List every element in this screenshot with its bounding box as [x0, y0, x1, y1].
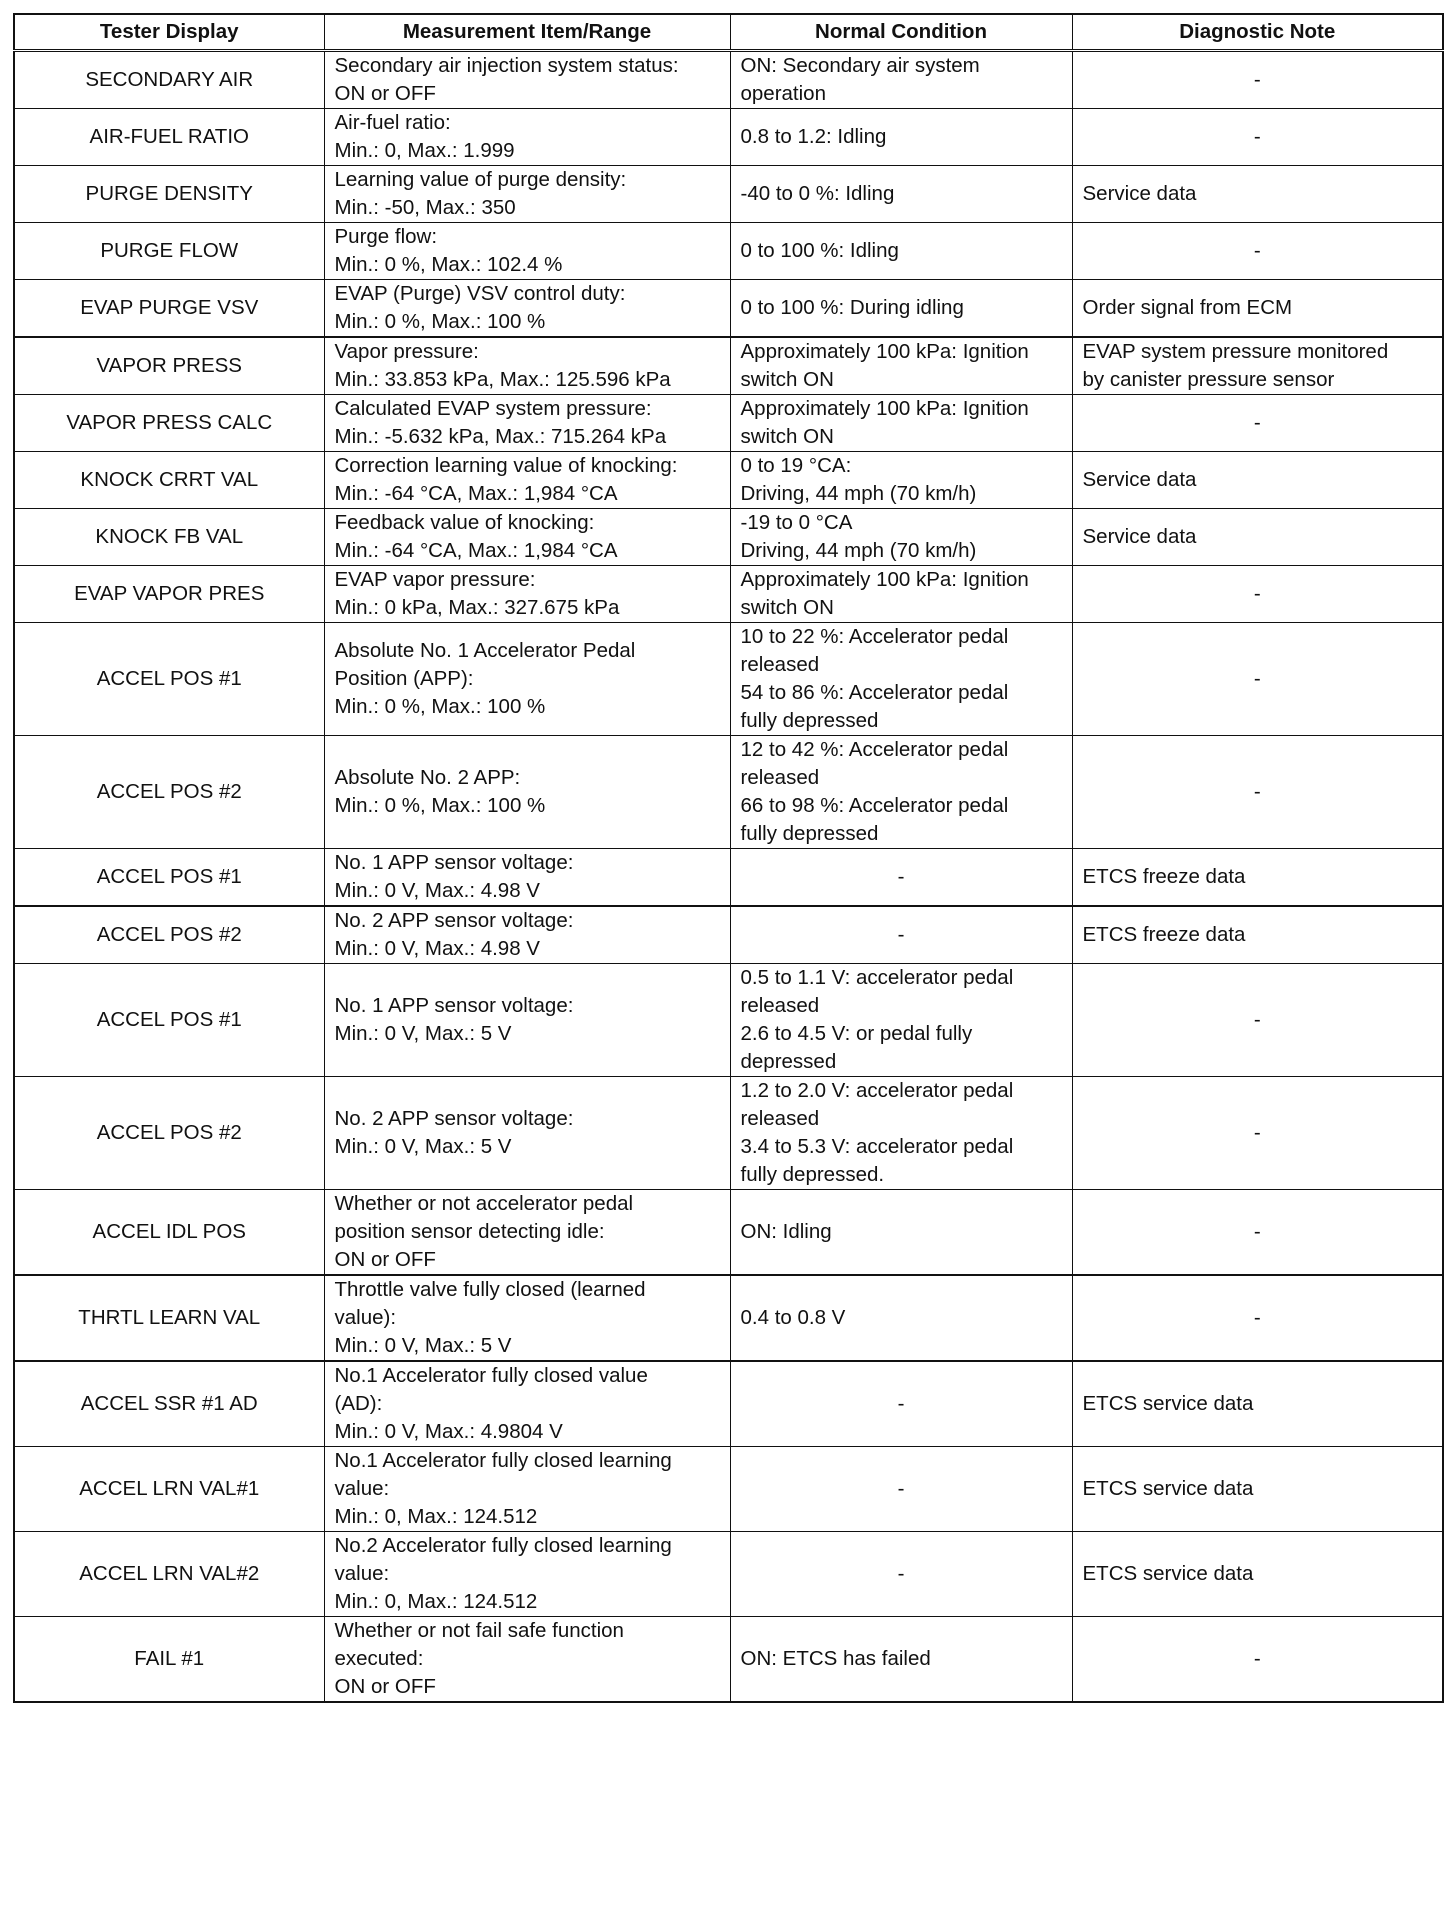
normal-condition-cell	[730, 736, 1072, 849]
table-row	[14, 1447, 1443, 1532]
cell-line: 10 to 22 %: Accelerator pedal	[740, 625, 1009, 648]
header-tester-display: Tester Display	[14, 14, 324, 51]
data-list-table-container	[13, 13, 1442, 1703]
cell-line: Min.: -50, Max.: 350	[334, 196, 516, 219]
normal-condition-cell	[730, 337, 1072, 395]
tester-display-cell: SECONDARY AIR	[14, 51, 324, 109]
measurement-item-cell	[324, 1275, 730, 1361]
normal-condition-cell	[730, 906, 1072, 964]
tester-display-cell: ACCEL POS #2	[14, 906, 324, 964]
header-row	[14, 14, 1443, 51]
cell-line: 66 to 98 %: Accelerator pedal	[740, 794, 1009, 817]
cell-line: Order signal from ECM	[1082, 296, 1293, 319]
cell-line: ON or OFF	[334, 82, 436, 105]
cell-line: -	[1253, 1121, 1261, 1144]
cell-line: 12 to 42 %: Accelerator pedal	[740, 738, 1009, 761]
diagnostic-note-cell	[1072, 337, 1443, 395]
normal-condition-cell	[730, 509, 1072, 566]
cell-line: -	[1253, 1647, 1261, 1670]
diagnostic-note-cell	[1072, 1617, 1443, 1703]
header-diagnostic-note: Diagnostic Note	[1072, 14, 1443, 51]
table-row	[14, 166, 1443, 223]
diagnostic-note-cell	[1072, 964, 1443, 1077]
diagnostic-note-cell	[1072, 1275, 1443, 1361]
cell-line: Min.: 0 V, Max.: 5 V	[334, 1135, 512, 1158]
measurement-item-cell	[324, 849, 730, 907]
table-row	[14, 1617, 1443, 1703]
cell-line: Approximately 100 kPa: Ignition	[740, 397, 1029, 420]
cell-line: No. 1 APP sensor voltage:	[334, 994, 574, 1017]
cell-line: 0 to 100 %: Idling	[740, 239, 899, 262]
diagnostic-note-cell	[1072, 223, 1443, 280]
table-row	[14, 509, 1443, 566]
cell-line: ETCS freeze data	[1082, 923, 1246, 946]
table-row	[14, 452, 1443, 509]
cell-line: Min.: 33.853 kPa, Max.: 125.596 kPa	[334, 368, 671, 391]
normal-condition-cell	[730, 452, 1072, 509]
tester-display-cell: ACCEL SSR #1 AD	[14, 1361, 324, 1447]
cell-line: -	[1253, 125, 1261, 148]
tester-display-cell: VAPOR PRESS CALC	[14, 395, 324, 452]
cell-line: Calculated EVAP system pressure:	[334, 397, 652, 420]
cell-line: EVAP vapor pressure:	[334, 568, 536, 591]
normal-condition-cell	[730, 1361, 1072, 1447]
cell-line: released	[740, 766, 820, 789]
cell-line: ETCS service data	[1082, 1392, 1254, 1415]
cell-line: depressed	[740, 1050, 837, 1073]
normal-condition-cell	[730, 109, 1072, 166]
cell-line: -40 to 0 %: Idling	[740, 182, 895, 205]
measurement-item-cell	[324, 337, 730, 395]
normal-condition-cell	[730, 1077, 1072, 1190]
cell-line: -	[1253, 411, 1261, 434]
diagnostic-note-cell	[1072, 509, 1443, 566]
cell-line: Min.: 0 %, Max.: 100 %	[334, 310, 546, 333]
measurement-item-cell	[324, 906, 730, 964]
cell-line: Min.: 0 %, Max.: 102.4 %	[334, 253, 563, 276]
cell-line: -	[897, 865, 905, 888]
cell-line: released	[740, 994, 820, 1017]
normal-condition-cell	[730, 51, 1072, 109]
normal-condition-cell	[730, 964, 1072, 1077]
cell-line: Throttle valve fully closed (learned	[334, 1278, 646, 1301]
cell-line: Min.: 0, Max.: 124.512	[334, 1505, 538, 1528]
data-list-table	[13, 13, 1444, 1703]
measurement-item-cell	[324, 1190, 730, 1276]
table-row	[14, 1532, 1443, 1617]
tester-display-cell: PURGE FLOW	[14, 223, 324, 280]
table-row	[14, 280, 1443, 338]
cell-line: No.2 Accelerator fully closed learning	[334, 1534, 672, 1557]
normal-condition-cell	[730, 223, 1072, 280]
normal-condition-cell	[730, 566, 1072, 623]
table-row	[14, 109, 1443, 166]
diagnostic-note-cell	[1072, 1532, 1443, 1617]
table-row	[14, 906, 1443, 964]
diagnostic-note-cell	[1072, 1077, 1443, 1190]
cell-line: 3.4 to 5.3 V: accelerator pedal	[740, 1135, 1014, 1158]
diagnostic-note-cell	[1072, 736, 1443, 849]
diagnostic-note-cell	[1072, 109, 1443, 166]
cell-line: (AD):	[334, 1392, 383, 1415]
cell-line: ON: ETCS has failed	[740, 1647, 931, 1670]
cell-line: Learning value of purge density:	[334, 168, 627, 191]
cell-line: fully depressed	[740, 709, 879, 732]
normal-condition-cell	[730, 1532, 1072, 1617]
cell-line: operation	[740, 82, 826, 105]
tester-display-cell: ACCEL LRN VAL#2	[14, 1532, 324, 1617]
cell-line: 1.2 to 2.0 V: accelerator pedal	[740, 1079, 1014, 1102]
cell-line: No.1 Accelerator fully closed value	[334, 1364, 648, 1387]
cell-line: 0.8 to 1.2: Idling	[740, 125, 887, 148]
cell-line: Min.: 0 %, Max.: 100 %	[334, 794, 546, 817]
cell-line: by canister pressure sensor	[1082, 368, 1335, 391]
measurement-item-cell	[324, 509, 730, 566]
cell-line: Min.: 0, Max.: 124.512	[334, 1590, 538, 1613]
normal-condition-cell	[730, 1447, 1072, 1532]
cell-line: Min.: 0 %, Max.: 100 %	[334, 695, 546, 718]
cell-line: Absolute No. 2 APP:	[334, 766, 521, 789]
cell-line: EVAP system pressure monitored	[1082, 340, 1389, 363]
table-row	[14, 1077, 1443, 1190]
measurement-item-cell	[324, 964, 730, 1077]
header-normal-condition: Normal Condition	[730, 14, 1072, 51]
cell-line: fully depressed	[740, 822, 879, 845]
cell-line: -	[1253, 667, 1261, 690]
tester-display-cell: FAIL #1	[14, 1617, 324, 1703]
diagnostic-note-cell	[1072, 1447, 1443, 1532]
measurement-item-cell	[324, 1361, 730, 1447]
cell-line: -	[897, 1392, 905, 1415]
tester-display-cell: EVAP VAPOR PRES	[14, 566, 324, 623]
table-row	[14, 1361, 1443, 1447]
cell-line: -	[897, 923, 905, 946]
cell-line: fully depressed.	[740, 1163, 885, 1186]
cell-line: -	[1253, 1306, 1261, 1329]
measurement-item-cell	[324, 109, 730, 166]
cell-line: Whether or not fail safe function	[334, 1619, 624, 1642]
cell-line: ETCS freeze data	[1082, 865, 1246, 888]
diagnostic-note-cell	[1072, 395, 1443, 452]
tester-display-cell: KNOCK FB VAL	[14, 509, 324, 566]
cell-line: Driving, 44 mph (70 km/h)	[740, 539, 977, 562]
cell-line: No. 2 APP sensor voltage:	[334, 909, 574, 932]
normal-condition-cell	[730, 1275, 1072, 1361]
measurement-item-cell	[324, 1077, 730, 1190]
cell-line: Vapor pressure:	[334, 340, 479, 363]
diagnostic-note-cell	[1072, 623, 1443, 736]
cell-line: -	[897, 1477, 905, 1500]
normal-condition-cell	[730, 1190, 1072, 1276]
tester-display-cell: PURGE DENSITY	[14, 166, 324, 223]
cell-line: executed:	[334, 1647, 424, 1670]
measurement-item-cell	[324, 1447, 730, 1532]
measurement-item-cell	[324, 623, 730, 736]
cell-line: Position (APP):	[334, 667, 474, 690]
measurement-item-cell	[324, 51, 730, 109]
cell-line: No. 1 APP sensor voltage:	[334, 851, 574, 874]
cell-line: ON or OFF	[334, 1675, 436, 1698]
tester-display-cell: ACCEL IDL POS	[14, 1190, 324, 1276]
diagnostic-note-cell	[1072, 51, 1443, 109]
tester-display-cell: AIR-FUEL RATIO	[14, 109, 324, 166]
table-row	[14, 623, 1443, 736]
cell-line: Approximately 100 kPa: Ignition	[740, 340, 1029, 363]
table-row	[14, 51, 1443, 109]
normal-condition-cell	[730, 849, 1072, 907]
cell-line: Min.: 0 V, Max.: 4.98 V	[334, 937, 540, 960]
tester-display-cell: ACCEL LRN VAL#1	[14, 1447, 324, 1532]
cell-line: Absolute No. 1 Accelerator Pedal	[334, 639, 636, 662]
measurement-item-cell	[324, 280, 730, 338]
table-row	[14, 395, 1443, 452]
measurement-item-cell	[324, 166, 730, 223]
cell-line: ON: Idling	[740, 1220, 832, 1243]
normal-condition-cell	[730, 623, 1072, 736]
cell-line: 0.5 to 1.1 V: accelerator pedal	[740, 966, 1014, 989]
measurement-item-cell	[324, 1532, 730, 1617]
tester-display-cell: ACCEL POS #1	[14, 849, 324, 907]
cell-line: Whether or not accelerator pedal	[334, 1192, 634, 1215]
cell-line: value:	[334, 1477, 390, 1500]
cell-line: Driving, 44 mph (70 km/h)	[740, 482, 977, 505]
cell-line: switch ON	[740, 368, 834, 391]
cell-line: Min.: 0 V, Max.: 5 V	[334, 1022, 512, 1045]
normal-condition-cell	[730, 166, 1072, 223]
diagnostic-note-cell	[1072, 280, 1443, 338]
cell-line: value:	[334, 1562, 390, 1585]
cell-line: Approximately 100 kPa: Ignition	[740, 568, 1029, 591]
cell-line: 0 to 19 °CA:	[740, 454, 852, 477]
cell-line: ON or OFF	[334, 1248, 436, 1271]
cell-line: value):	[334, 1306, 397, 1329]
tester-display-cell: ACCEL POS #2	[14, 1077, 324, 1190]
normal-condition-cell	[730, 395, 1072, 452]
cell-line: EVAP (Purge) VSV control duty:	[334, 282, 626, 305]
cell-line: 54 to 86 %: Accelerator pedal	[740, 681, 1009, 704]
cell-line: 0 to 100 %: During idling	[740, 296, 964, 319]
cell-line: Min.: -64 °CA, Max.: 1,984 °CA	[334, 482, 618, 505]
table-row	[14, 736, 1443, 849]
table-row	[14, 1275, 1443, 1361]
tester-display-cell: EVAP PURGE VSV	[14, 280, 324, 338]
cell-line: ON: Secondary air system	[740, 54, 980, 77]
table-row	[14, 566, 1443, 623]
cell-line: -	[1253, 1220, 1261, 1243]
tester-display-cell: ACCEL POS #1	[14, 964, 324, 1077]
tester-display-cell: ACCEL POS #1	[14, 623, 324, 736]
cell-line: Service data	[1082, 468, 1197, 491]
diagnostic-note-cell	[1072, 906, 1443, 964]
cell-line: Feedback value of knocking:	[334, 511, 595, 534]
measurement-item-cell	[324, 1617, 730, 1703]
measurement-item-cell	[324, 452, 730, 509]
table-row	[14, 223, 1443, 280]
diagnostic-note-cell	[1072, 1361, 1443, 1447]
cell-line: released	[740, 1107, 820, 1130]
cell-line: ETCS service data	[1082, 1477, 1254, 1500]
cell-line: Service data	[1082, 182, 1197, 205]
measurement-item-cell	[324, 395, 730, 452]
measurement-item-cell	[324, 566, 730, 623]
cell-line: Min.: 0, Max.: 1.999	[334, 139, 515, 162]
cell-line: Min.: 0 V, Max.: 4.9804 V	[334, 1420, 563, 1443]
cell-line: position sensor detecting idle:	[334, 1220, 605, 1243]
diagnostic-note-cell	[1072, 849, 1443, 907]
cell-line: ETCS service data	[1082, 1562, 1254, 1585]
tester-display-cell: VAPOR PRESS	[14, 337, 324, 395]
diagnostic-note-cell	[1072, 166, 1443, 223]
cell-line: No. 2 APP sensor voltage:	[334, 1107, 574, 1130]
measurement-item-cell	[324, 223, 730, 280]
cell-line: -	[1253, 582, 1261, 605]
diagnostic-note-cell	[1072, 452, 1443, 509]
cell-line: Min.: 0 kPa, Max.: 327.675 kPa	[334, 596, 620, 619]
cell-line: switch ON	[740, 596, 834, 619]
table-row	[14, 964, 1443, 1077]
cell-line: Min.: -5.632 kPa, Max.: 715.264 kPa	[334, 425, 667, 448]
cell-line: Air-fuel ratio:	[334, 111, 451, 134]
cell-line: Correction learning value of knocking:	[334, 454, 678, 477]
table-row	[14, 337, 1443, 395]
cell-line: Min.: 0 V, Max.: 4.98 V	[334, 879, 540, 902]
measurement-item-cell	[324, 736, 730, 849]
table-row	[14, 1190, 1443, 1276]
table-row	[14, 849, 1443, 907]
diagnostic-note-cell	[1072, 566, 1443, 623]
cell-line: -	[1253, 68, 1261, 91]
tester-display-cell: KNOCK CRRT VAL	[14, 452, 324, 509]
cell-line: -	[897, 1562, 905, 1585]
cell-line: -	[1253, 780, 1261, 803]
cell-line: -19 to 0 °CA	[740, 511, 853, 534]
normal-condition-cell	[730, 280, 1072, 338]
cell-line: Purge flow:	[334, 225, 438, 248]
cell-line: Min.: -64 °CA, Max.: 1,984 °CA	[334, 539, 618, 562]
cell-line: released	[740, 653, 820, 676]
header-measurement-item: Measurement Item/Range	[324, 14, 730, 51]
cell-line: 0.4 to 0.8 V	[740, 1306, 846, 1329]
cell-line: No.1 Accelerator fully closed learning	[334, 1449, 672, 1472]
normal-condition-cell	[730, 1617, 1072, 1703]
cell-line: Min.: 0 V, Max.: 5 V	[334, 1334, 512, 1357]
cell-line: Service data	[1082, 525, 1197, 548]
cell-line: -	[1253, 239, 1261, 262]
tester-display-cell: ACCEL POS #2	[14, 736, 324, 849]
cell-line: switch ON	[740, 425, 834, 448]
cell-line: Secondary air injection system status:	[334, 54, 679, 77]
cell-line: 2.6 to 4.5 V: or pedal fully	[740, 1022, 973, 1045]
cell-line: -	[1253, 1008, 1261, 1031]
tester-display-cell: THRTL LEARN VAL	[14, 1275, 324, 1361]
diagnostic-note-cell	[1072, 1190, 1443, 1276]
